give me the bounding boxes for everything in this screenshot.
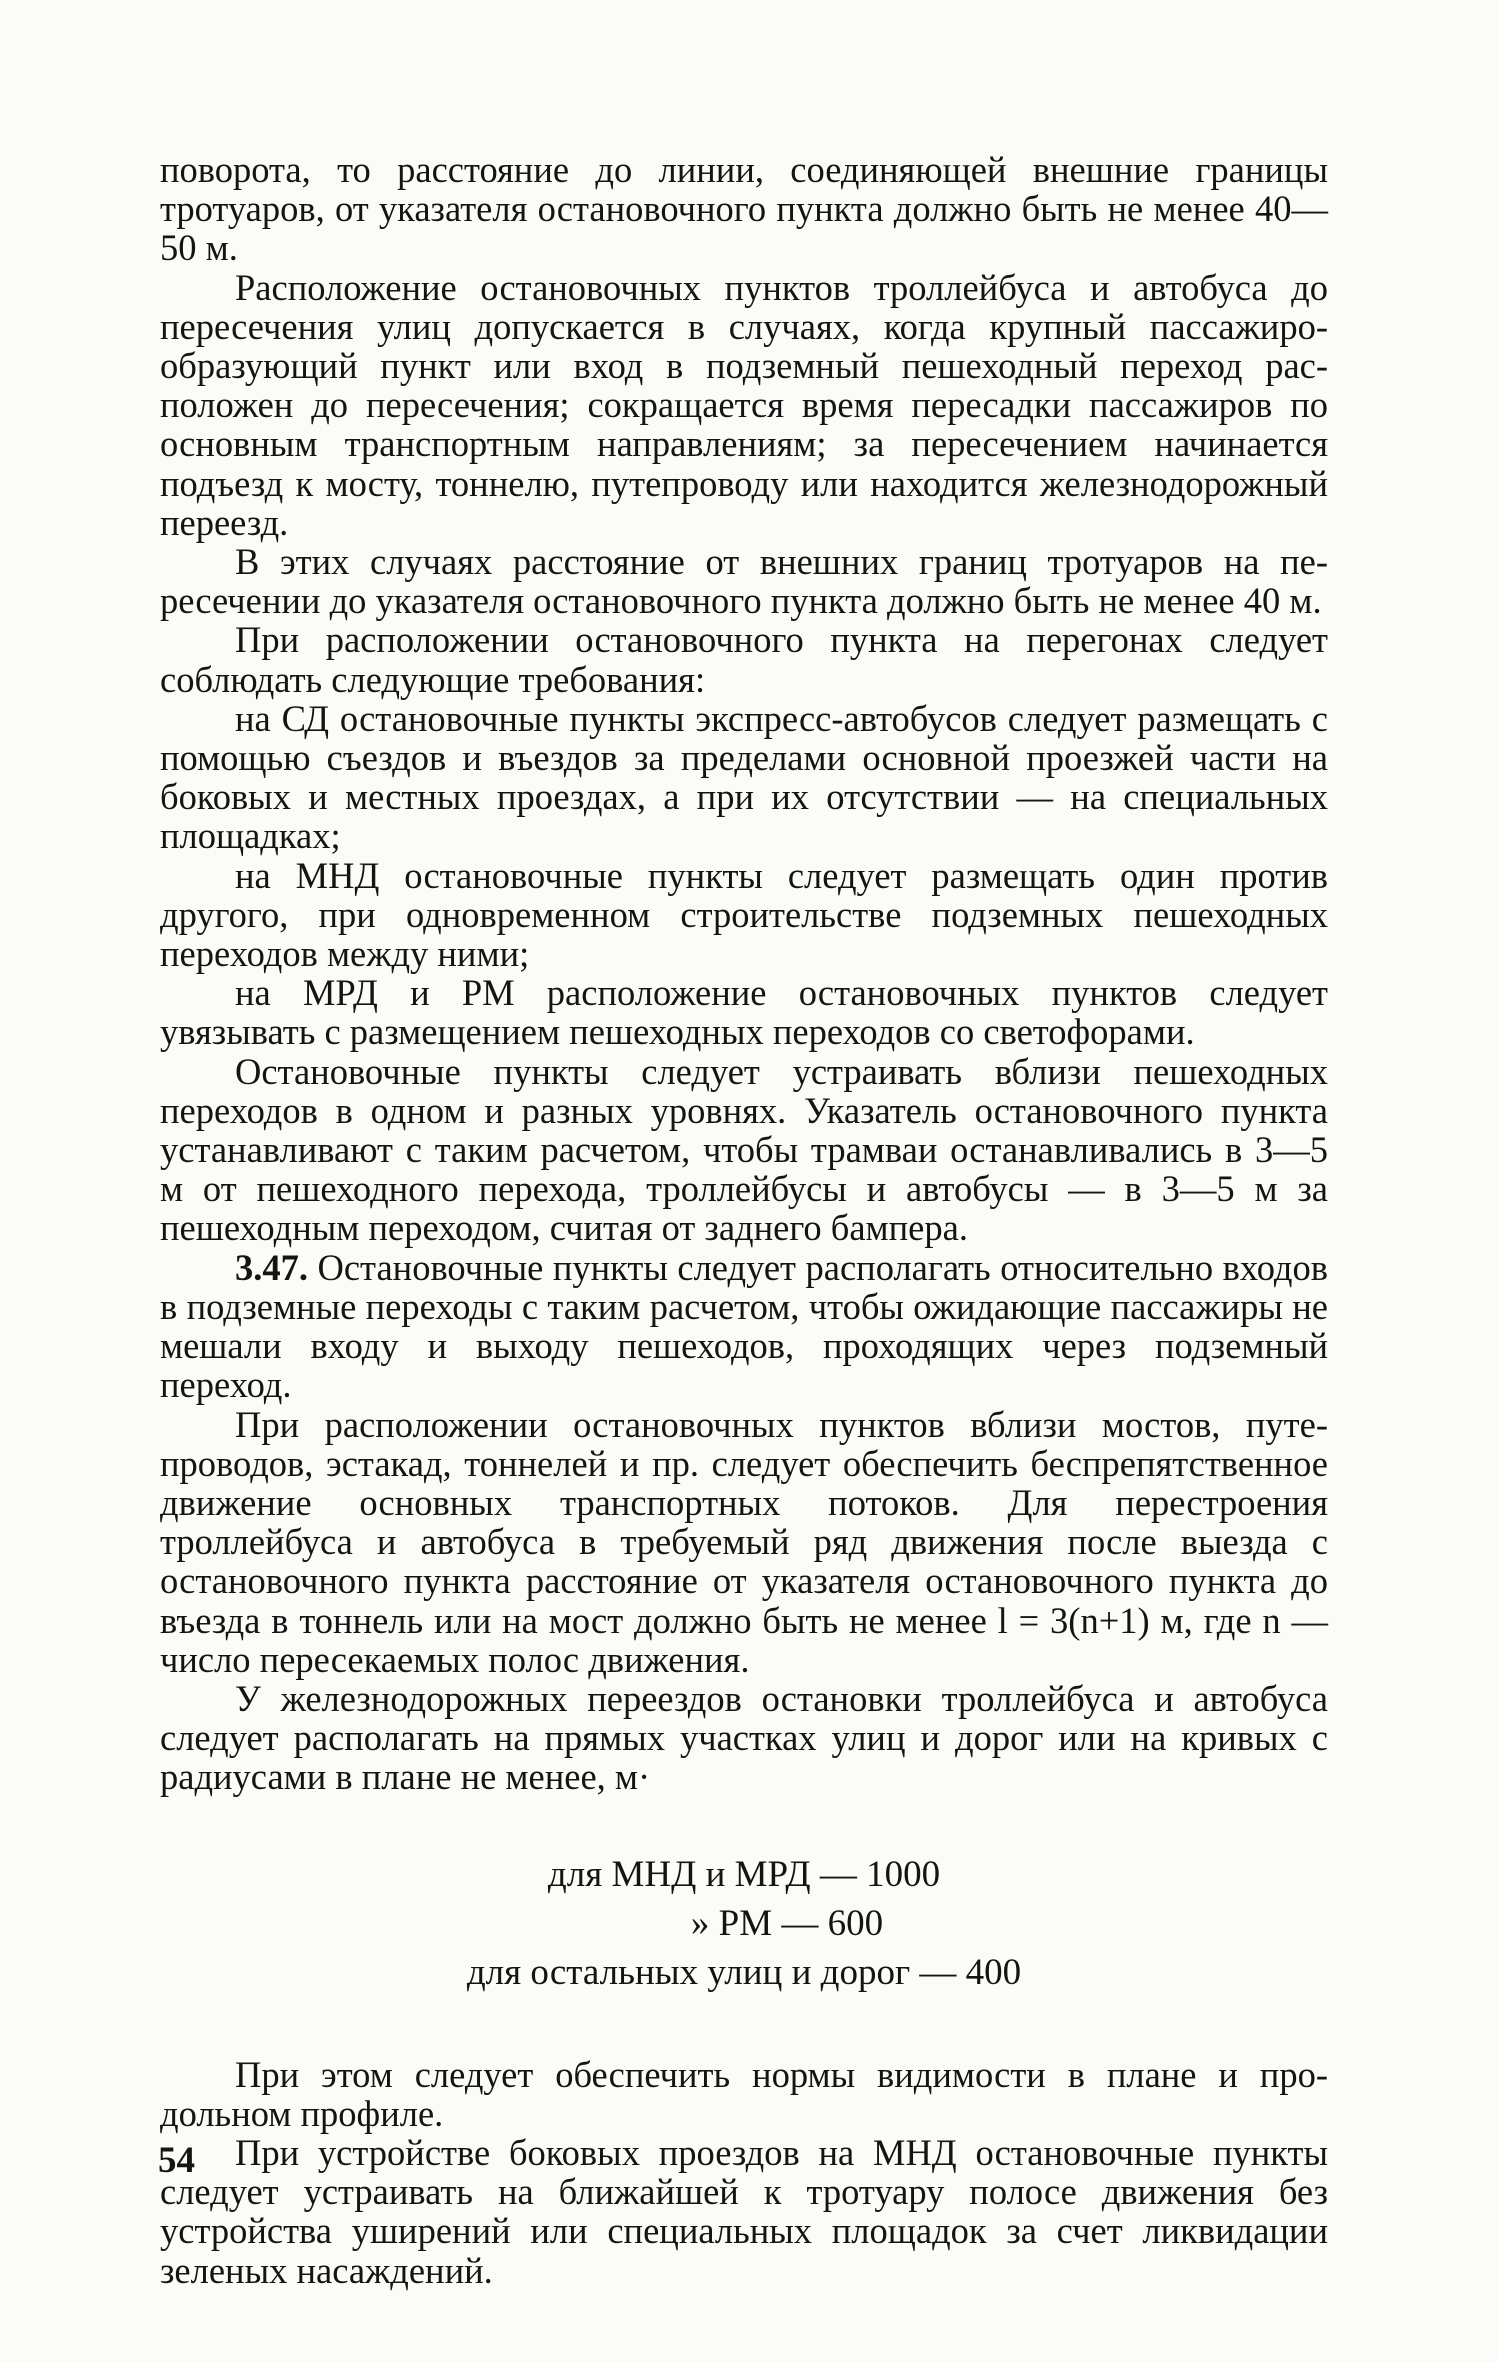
radius-norms-list [160,1850,1328,1997]
paragraph-side-roads: При устройстве боковых проездов на МНД остановочные пункты следует устраивать на ближайшей к тротуару полосе движения без устройства уширений или специальных площадок за счет ликвидации зеленых насаждений. [160,2131,1328,2291]
paragraph-stop-before-intersection: Расположение остановочных пунктов троллейбуса и автобуса до пересечения улиц допускается в случаях, когда крупный пассажирообразующий пункт или вход в подземный пешеходный переход расположен до пересечения; сокращается время пересадки пассажиров по основным транспортным направлениям; за пересечением начинается подъезд к мосту, тоннелю, путепроводу или находится железнодорожный переезд. [160,266,1328,543]
norm-row-mnd-mrd: для МНД и МРД — 1000 [547,1853,941,1895]
body-text [160,150,1328,2290]
paragraph-section-3-47 [160,1248,1328,1405]
norm-row-other-streets: для остальных улиц и дорог — 400 [466,1951,1022,1993]
paragraph-requirement-mnd: на МНД остановочные пункты следует размещать один против другого, при одновременном строительстве подземных пешеходных переходов между ними; [160,854,1328,975]
paragraph-continuation: поворота, то расстояние до линии, соединяющей внешние границы тротуаров, от указателя остановочного пункта должно быть не менее 40—50 м. [160,149,1328,269]
page-number: 54 [158,2140,195,2181]
paragraph-requirement-mrd-rm: на МРД и РМ расположение остановочных пунктов следует увязывать с размещением пешеходных переходов со светофорами. [160,972,1328,1053]
paragraph-bridges-tunnels: При расположении остановочных пунктов вблизи мостов, путепроводов, эстакад, тоннелей и пр. следует обеспечить беспрепятственное движение основных транспортных потоков. Для перестроения троллейбуса и автобуса в требуемый ряд движения после выезда с остановочного пункта расстояние от указателя остановочного пункта до въезда в тоннель или на мост должно быть не менее l = 3(n+1) м, где n — число пересекаемых полос движения. [160,1403,1328,1680]
paragraph-visibility-norms: При этом следует обеспечить нормы видимости в плане и продольном профиле. [160,2053,1328,2134]
section-text: Остановочные пункты следует располагать относительно входов в подземные переходы с таким расчетом, чтобы ожидающие пассажиры не мешали входу и выходу пешеходов, проходящих через подземный переход. [160,1246,1328,1406]
paragraph-pedestrian-crossings: Остановочные пункты следует устраивать вблизи пешеходных переходов в одном и разных уровнях. Указатель остановочного пункта устанавливают с таким расчетом, чтобы трамваи останавливались в 3—5 м от пешеходного перехода, троллейбусы и автобусы — в 3—5 м за пешеходным переходом, считая от заднего бампера. [160,1050,1328,1249]
paragraph-railway-crossings: У железнодорожных переездов остановки троллейбуса и автобуса следует располагать на прямых участках улиц и дорог или на кривых с радиусами в плане не менее, м· [160,1677,1328,1798]
section-number: 3.47. [235,1246,308,1288]
paragraph-requirements-intro: При расположении остановочного пункта на перегонах следует соблюдать следующие требования: [160,619,1328,700]
norm-row-rm: » РМ — 600 [690,1902,884,1944]
paragraph-requirement-sd: на СД остановочные пункты экспресс-автобусов следует размещать с помощью съездов и въездов за пределами основной проезжей части на боковых и местных проездах, а при их отсутствии — на специальных площадках; [160,697,1328,857]
paragraph-distance-40m: В этих случаях расстояние от внешних границ тротуаров на пересечении до указателя остановочного пункта должно быть не менее 40 м. [160,541,1328,622]
